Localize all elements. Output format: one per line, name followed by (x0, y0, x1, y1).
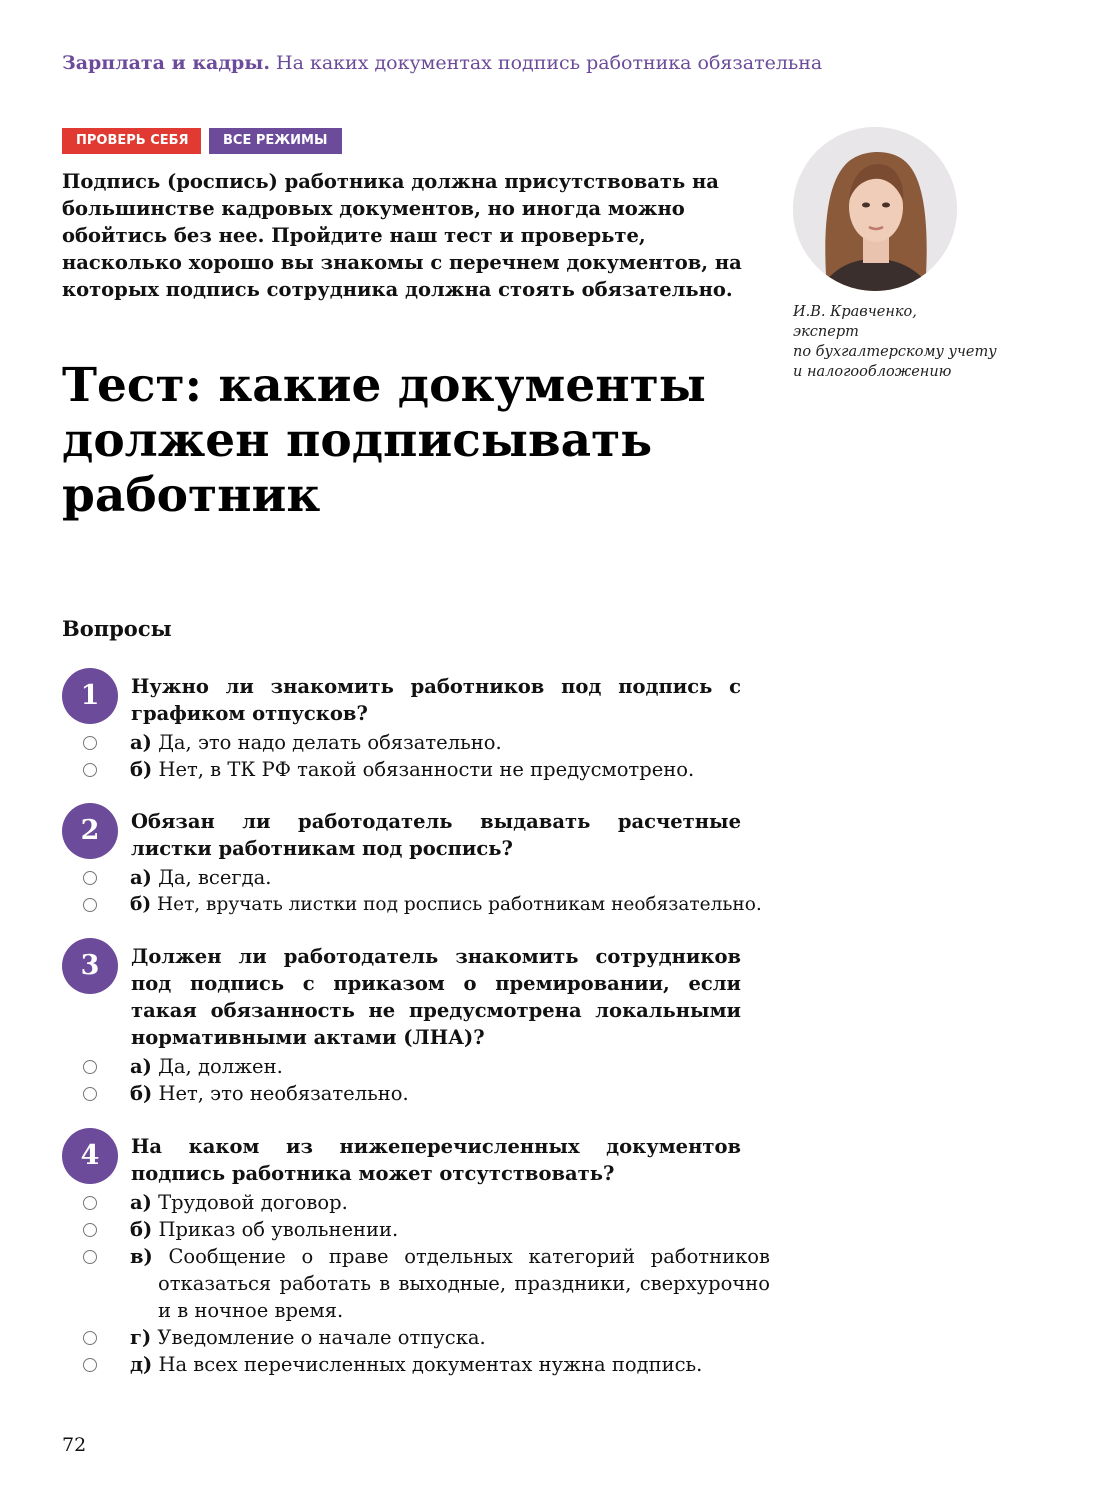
option-text: Да, это надо делать обязательно. (158, 731, 502, 754)
option-text: Да, всегда. (158, 866, 272, 889)
question-text: Должен ли работодатель знакомить сотрудников под подпись с приказом о премировании, если такая обязанность не предусмотрена локальными нормативными актами (ЛНА)? (131, 945, 741, 1049)
option-letter: б) (130, 1082, 153, 1105)
radio-circle-icon[interactable] (83, 1223, 97, 1237)
option-text: Уведомление о начале отпуска. (157, 1326, 486, 1349)
tag-check-yourself: ПРОВЕРЬ СЕБЯ (62, 128, 201, 154)
author-role-line: и налогообложению (793, 364, 952, 380)
author-role-line: эксперт (793, 324, 859, 340)
radio-circle-icon[interactable] (83, 1196, 97, 1210)
question-number-badge: 3 (62, 938, 118, 994)
question-number-badge: 1 (62, 668, 118, 724)
option-text: Трудовой договор. (158, 1191, 348, 1214)
running-head (62, 52, 962, 74)
option-letter: в) (130, 1245, 153, 1268)
radio-circle-icon[interactable] (83, 1060, 97, 1074)
author-role-line: по бухгалтерскому учету (793, 344, 997, 360)
radio-circle-icon[interactable] (83, 871, 97, 885)
running-head-subtitle: На каких документах подпись работника обязательна (276, 52, 823, 74)
option-text: Нет, вручать листки под роспись работникам необязательно. (156, 894, 762, 915)
page-number: 72 (62, 1434, 87, 1456)
option-letter: б) (130, 894, 152, 915)
question-text: На каком из нижеперечисленных документов подпись работника может отсутствовать? (131, 1135, 741, 1185)
radio-circle-icon[interactable] (83, 1358, 97, 1372)
radio-circle-icon[interactable] (83, 898, 97, 912)
author-portrait-image (793, 127, 957, 291)
option-letter: г) (130, 1326, 152, 1349)
option-text: Приказ об увольнении. (158, 1218, 399, 1241)
radio-circle-icon[interactable] (83, 1331, 97, 1345)
author-caption (793, 302, 1033, 382)
option-letter: а) (130, 731, 152, 754)
option-text: Нет, в ТК РФ такой обязанности не предусмотрено. (158, 758, 695, 781)
option-text: Да, должен. (158, 1055, 283, 1078)
radio-circle-icon[interactable] (83, 1250, 97, 1264)
questions-heading: Вопросы (62, 616, 172, 641)
radio-circle-icon[interactable] (83, 736, 97, 750)
option-letter: а) (130, 866, 152, 889)
question-text: Обязан ли работодатель выдавать расчетные листки работникам под роспись? (131, 810, 741, 860)
author-name: И.В. Кравченко, (793, 304, 917, 320)
radio-circle-icon[interactable] (83, 1087, 97, 1101)
tag-all-regimes: ВСЕ РЕЖИМЫ (209, 128, 342, 154)
option-letter: б) (130, 1218, 153, 1241)
option-letter: а) (130, 1055, 152, 1078)
option-letter: б) (130, 758, 153, 781)
author-photo (793, 127, 957, 291)
option-letter: а) (130, 1191, 152, 1214)
article-title: Тест: какие документы должен подписывать работник (62, 358, 706, 523)
lead-paragraph: Подпись (роспись) работника должна присутствовать на большинстве кадровых документов, но иногда можно обойтись без нее. Пройдите наш тест и проверьте, насколько хорошо вы знакомы с перечнем документов, на которых подпись сотрудника должна стоять обязательно. (62, 170, 742, 301)
option-letter: д) (130, 1353, 153, 1376)
question-number-badge: 4 (62, 1128, 118, 1184)
option-text: Нет, это необязательно. (158, 1082, 409, 1105)
option-text: Сообщение о праве отдельных категорий работников отказаться работать в выходные, праздники, сверхурочно и в ночное время. (158, 1245, 770, 1322)
option-text: На всех перечисленных документах нужна подпись. (158, 1353, 703, 1376)
radio-circle-icon[interactable] (83, 763, 97, 777)
section-name: Зарплата и кадры. (62, 52, 270, 74)
question-text: Нужно ли знакомить работников под подпись с графиком отпусков? (131, 675, 741, 725)
question-number-badge: 2 (62, 803, 118, 859)
